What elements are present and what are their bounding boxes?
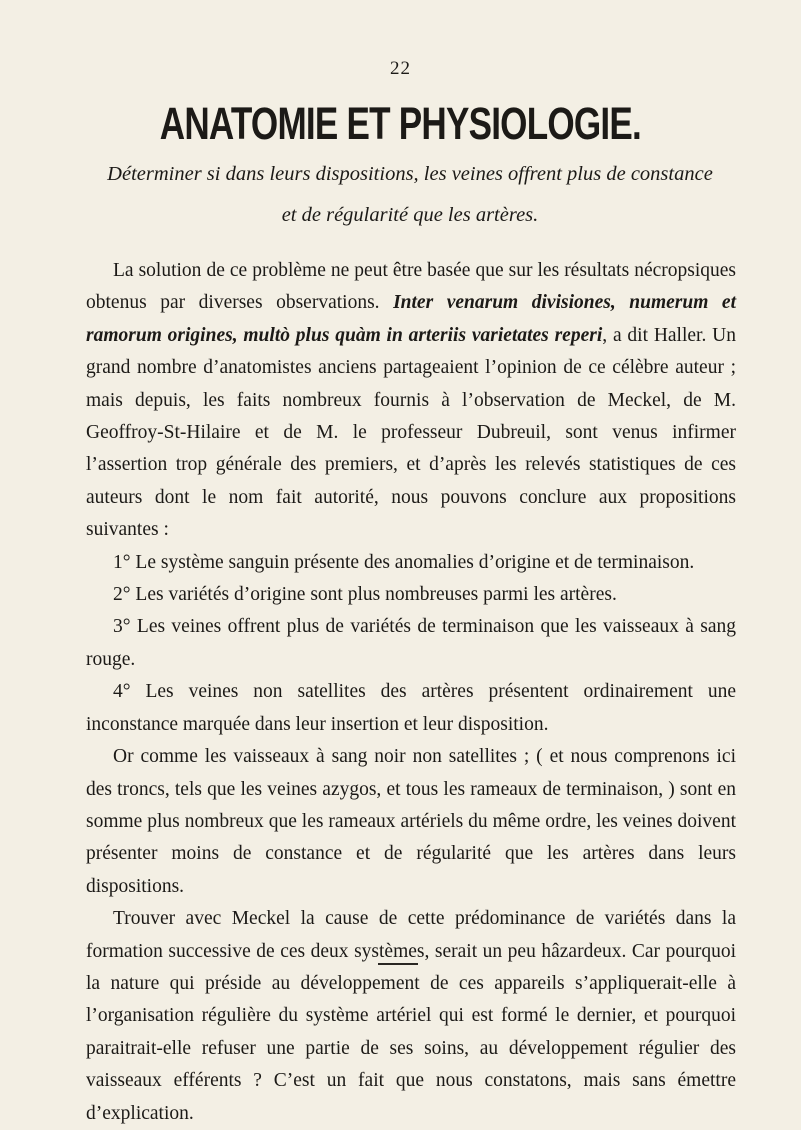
subtitle-line-2: et de régularité que les artères. — [281, 204, 539, 226]
body-text — [86, 255, 736, 1130]
section-heading: ANATOMIE ET PHYSIOLOGIE. — [159, 98, 641, 149]
proposition-4: 4° Les veines non satellites des artères présentent ordinairement une inconstance marquée dans leur insertion et leur disposition. — [86, 681, 736, 735]
proposition-2: 2° Les variétés d’origine sont plus nombreuses parmi les artères. — [113, 584, 617, 606]
page-number: 22 — [390, 58, 411, 79]
paragraph-intro — [86, 255, 736, 547]
paragraph-intro-text-b: , a dit Haller. Un grand nombre d’anatomistes anciens partageaient l’opinion de ce célèbre auteur ; mais depuis, les faits nombreux fournis à l’observation de Meckel, de M. Geoffroy-St-Hilaire et de M. le professeur Dubreuil, sont venus infirmer l’assertion trop générale des premiers, et d’après les relevés statistiques de ces auteurs dont le nom fait autorité, nous pouvons conclure aux propositions suivantes : — [86, 324, 736, 541]
proposition-3: 3° Les veines offrent plus de variétés de terminaison que les vaisseaux à sang rouge. — [86, 616, 736, 670]
proposition-1: 1° Le système sanguin présente des anomalies d’origine et de terminaison. — [113, 551, 695, 573]
paragraph-conclusion: Trouver avec Meckel la cause de cette prédominance de variétés dans la formation successive de ces deux systèmes, serait un peu hâzardeux. Car pourquoi la nature qui préside au développement de ces appareils s’appliquerait-elle à l’organisation régulière du système artériel qui est formé le dernier, et pourquoi paraitrait-elle refuser une partie de ses soins, au développement régulier des vaisseaux efférents ? C’est un fait que nous constatons, mais sans émettre d’explication. — [86, 908, 736, 1124]
subtitle-line-1: Déterminer si dans leurs dispositions, les veines offrent plus de constance — [107, 163, 713, 185]
paragraph-argument: Or comme les vaisseaux à sang noir non satellites ; ( et nous comprenons ici des troncs, tels que les veines azygos, et tous les rameaux de terminaison, ) sont en somme plus nombreux que les rameaux artériels du même ordre, les veines doivent présenter moins de constance et de régularité que les artères dans leurs dispositions. — [86, 746, 736, 897]
end-rule — [378, 963, 418, 965]
paragraph-intro-text-a: La solution de ce problème ne peut être basée que sur les résultats nécropsiques obtenus par diverses observations. — [86, 260, 736, 314]
latin-quotation: Inter venarum divisiones, numerum et ramorum origines, multò plus quàm in arteriis varietates reperi — [86, 292, 736, 346]
